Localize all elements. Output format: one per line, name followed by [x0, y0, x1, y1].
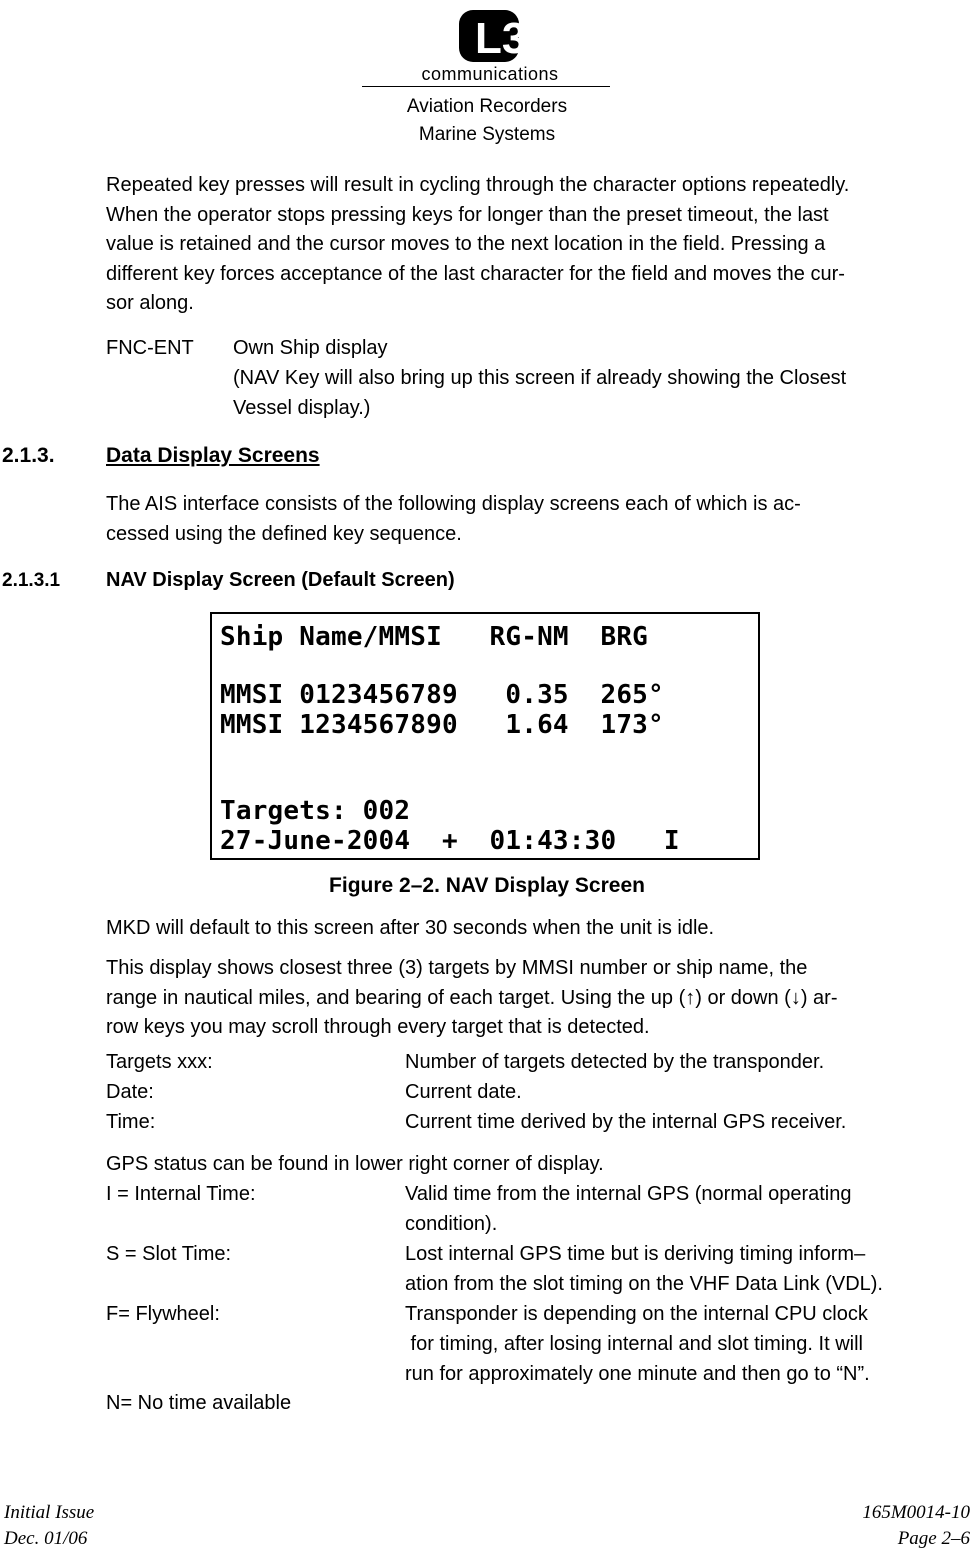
fnc-note-1: (NAV Key will also bring up this screen if already showing the Closest: [233, 367, 847, 389]
fnc-key: FNC-ENT: [106, 337, 194, 359]
logo-mark: L3: [475, 14, 527, 63]
intro-line: sor along.: [106, 292, 194, 314]
definition-desc: Number of targets detected by the transponder.: [405, 1051, 825, 1073]
gps-status-desc: Transponder is depending on the internal CPU clock: [405, 1303, 868, 1325]
default-note: MKD will default to this screen after 30 seconds when the unit is idle.: [106, 917, 715, 939]
section-body-1: The AIS interface consists of the following display screens each of which is ac-: [106, 493, 801, 515]
definition-desc: Current date.: [405, 1081, 522, 1103]
footer-date: Dec. 01/06: [4, 1528, 88, 1549]
gps-status-desc: ation from the slot timing on the VHF Data Link (VDL).: [405, 1273, 883, 1295]
gps-status-desc: condition).: [405, 1213, 498, 1235]
figure-caption: Figure 2–2. NAV Display Screen: [329, 874, 645, 897]
gps-intro: GPS status can be found in lower right corner of display.: [106, 1153, 604, 1175]
gps-status-term: F= Flywheel:: [106, 1303, 220, 1325]
lcd-header-row: Ship Name/MMSI RG-NM BRG: [220, 622, 649, 652]
footer-doc-number: 165M0014-10: [862, 1502, 970, 1523]
definition-term: Date:: [106, 1081, 154, 1103]
definition-desc: Current time derived by the internal GPS receiver.: [405, 1111, 847, 1133]
intro-line: When the operator stops pressing keys for longer than the preset timeout, the last: [106, 203, 829, 226]
footer-issue: Initial Issue: [4, 1502, 95, 1523]
gps-status-desc: Lost internal GPS time but is deriving timing inform–: [405, 1243, 866, 1265]
logo-rule: [362, 86, 610, 87]
lcd-target-row: MMSI 0123456789 0.35 265°: [220, 680, 664, 710]
header-line-2: Marine Systems: [418, 124, 556, 145]
display-desc-line: range in nautical miles, and bearing of each target. Using the up (↑) or down (↓) ar-: [106, 987, 838, 1009]
section-title: Data Display Screens: [106, 444, 320, 467]
gps-status-desc: run for approximately one minute and then go to “N”.: [405, 1363, 870, 1385]
subsection-number: 2.1.3.1: [2, 570, 61, 591]
l3-logo: [457, 8, 527, 64]
definition-term: Time:: [106, 1111, 156, 1133]
section-number: 2.1.3.: [2, 444, 55, 467]
lcd-status-row: 27-June-2004 + 01:43:30 I: [220, 826, 680, 856]
gps-status-term: N= No time available: [106, 1392, 292, 1414]
display-desc-line: row keys you may scroll through every target that is detected.: [106, 1016, 650, 1038]
lcd-target-row: MMSI 1234567890 1.64 173°: [220, 710, 664, 740]
fnc-note-2: Vessel display.): [233, 397, 371, 419]
gps-status-desc: Valid time from the internal GPS (normal operating: [405, 1183, 852, 1205]
logo-wordmark: communications: [421, 64, 559, 84]
section-body-2: cessed using the defined key sequence.: [106, 523, 462, 545]
definition-term: Targets xxx:: [106, 1051, 213, 1073]
header-line-1: Aviation Recorders: [406, 96, 568, 117]
fnc-desc: Own Ship display: [233, 337, 388, 359]
gps-status-term: S = Slot Time:: [106, 1243, 232, 1265]
gps-status-term: I = Internal Time:: [106, 1183, 256, 1205]
intro-line: value is retained and the cursor moves to the next location in the field. Pressing a: [106, 233, 826, 255]
intro-paragraph: [106, 171, 968, 319]
intro-line: Repeated key presses will result in cycling through the character options repeatedly.: [106, 174, 850, 196]
nav-display-screen: [210, 612, 760, 860]
footer-page-number: Page 2–6: [897, 1528, 970, 1549]
gps-status-desc: for timing, after losing internal and slot timing. It will: [405, 1333, 863, 1355]
lcd-targets-count: Targets: 002: [220, 796, 411, 826]
display-desc-line: This display shows closest three (3) targets by MMSI number or ship name, the: [106, 957, 808, 979]
subsection-title: NAV Display Screen (Default Screen): [106, 569, 455, 591]
intro-line: different key forces acceptance of the last character for the field and moves the cur-: [106, 262, 845, 285]
